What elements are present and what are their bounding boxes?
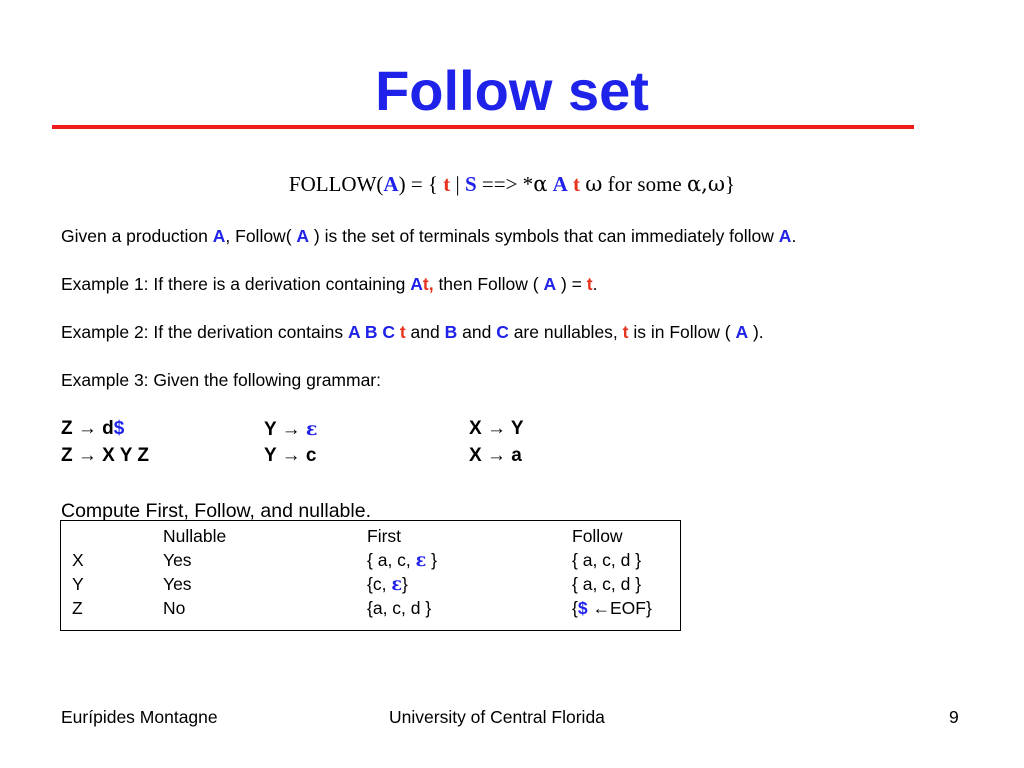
slide-title: Follow set xyxy=(375,59,649,122)
footer-page-number: 9 xyxy=(949,707,959,727)
compute-instruction: Compute First, Follow, and nullable. xyxy=(61,500,371,522)
grammar-production-y-epsilon: Y → ε xyxy=(264,418,318,440)
example-1-paragraph: Example 1: If there is a derivation containing At, then Follow ( A ) = t. xyxy=(61,274,598,294)
row-follow: { a, c, d } xyxy=(572,574,642,594)
row-symbol: X xyxy=(72,550,84,570)
example-2-paragraph: Example 2: If the derivation contains A B C t and B and C are nullables, t is in Follow ( A ). xyxy=(61,322,764,342)
right-arrow-icon: → xyxy=(281,445,301,466)
follow-definition-formula: FOLLOW(A) = { t | S ==> *α A t ω for some α,ω} xyxy=(288,172,736,196)
right-arrow-icon: → xyxy=(486,418,506,439)
title-underline xyxy=(52,125,914,129)
right-arrow-icon: → xyxy=(77,418,97,439)
row-symbol: Y xyxy=(72,574,84,594)
results-table xyxy=(60,520,681,631)
grammar-production-x-a: X → a xyxy=(469,445,522,466)
right-arrow-icon: → xyxy=(486,445,506,466)
row-nullable: Yes xyxy=(163,550,192,570)
right-arrow-icon: → xyxy=(281,419,301,440)
row-nullable: No xyxy=(163,598,186,618)
example-3-paragraph: Example 3: Given the following grammar: xyxy=(61,370,381,390)
footer-author: Eurípides Montagne xyxy=(61,707,218,727)
left-arrow-icon: ← xyxy=(587,598,610,618)
grammar-production-z-d: Z → d$ xyxy=(61,418,125,439)
grammar-production-y-c: Y → c xyxy=(264,445,317,466)
row-first: {c, ε} xyxy=(367,574,408,595)
row-symbol: Z xyxy=(72,598,83,618)
row-nullable: Yes xyxy=(163,574,192,594)
header-first: First xyxy=(367,526,402,546)
row-first: { a, c, ε } xyxy=(367,550,437,571)
row-follow: { a, c, d } xyxy=(572,550,642,570)
given-paragraph: Given a production A, Follow( A ) is the set of terminals symbols that can immediately follow A. xyxy=(61,226,797,246)
header-nullable: Nullable xyxy=(163,526,227,546)
header-follow: Follow xyxy=(572,526,623,546)
footer-institution: University of Central Florida xyxy=(389,707,605,727)
grammar-production-z-xyz: Z → X Y Z xyxy=(61,445,149,466)
row-first: {a, c, d } xyxy=(367,598,432,618)
grammar-production-x-y: X → Y xyxy=(469,418,524,439)
row-follow: {$ ←EOF} xyxy=(572,598,652,618)
right-arrow-icon: → xyxy=(77,445,97,466)
